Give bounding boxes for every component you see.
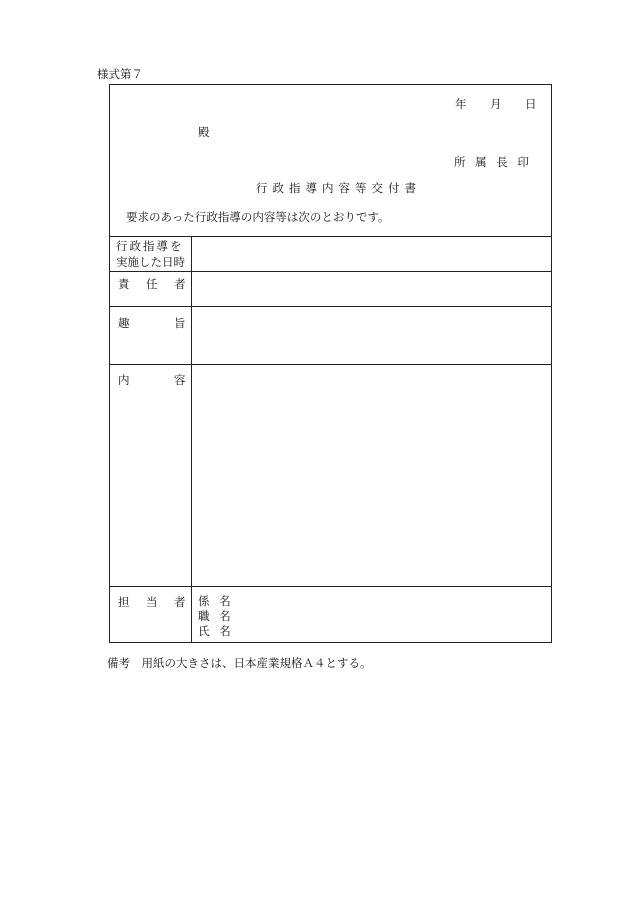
form-number: 様式第７ — [97, 67, 143, 81]
content-label-char1: 内 — [118, 373, 130, 387]
issuer-label: 所 属 長 印 — [454, 155, 532, 169]
responsible-label-char1: 責 — [118, 277, 130, 291]
document-title: 行政指導内容等交付書 — [256, 181, 421, 195]
datetime-label-line1: 行政指導を — [116, 239, 184, 253]
contact-label-char2: 当 — [146, 595, 158, 609]
contact-field[interactable] — [250, 587, 552, 643]
responsible-label-char3: 者 — [174, 277, 186, 291]
date-month-label: 月 — [490, 97, 502, 111]
date-year-label: 年 — [455, 97, 467, 111]
contact-label-char3: 者 — [174, 595, 186, 609]
contact-title-label: 職 名 — [198, 609, 234, 623]
datetime-label-line2: 実施した日時 — [116, 255, 185, 269]
contact-label-char1: 担 — [118, 595, 130, 609]
responsible-field[interactable] — [192, 272, 552, 306]
content-label-char2: 容 — [174, 373, 186, 387]
footnote: 備考 用紙の大きさは、日本産業規格Ａ４とする。 — [107, 656, 372, 670]
purpose-label-char1: 趣 — [118, 316, 130, 330]
contact-name-label: 氏 名 — [198, 624, 234, 638]
responsible-label-char2: 任 — [146, 277, 158, 291]
date-day-label: 日 — [525, 97, 537, 111]
purpose-field[interactable] — [192, 307, 552, 364]
content-field[interactable] — [192, 365, 552, 586]
addressee-suffix: 殿 — [198, 125, 210, 139]
intro-text: 要求のあった行政指導の内容等は次のとおりです。 — [126, 210, 390, 224]
contact-dept-label: 係 名 — [198, 594, 234, 608]
purpose-label-char2: 旨 — [174, 316, 186, 330]
datetime-field[interactable] — [192, 237, 552, 271]
form-table — [109, 84, 552, 643]
